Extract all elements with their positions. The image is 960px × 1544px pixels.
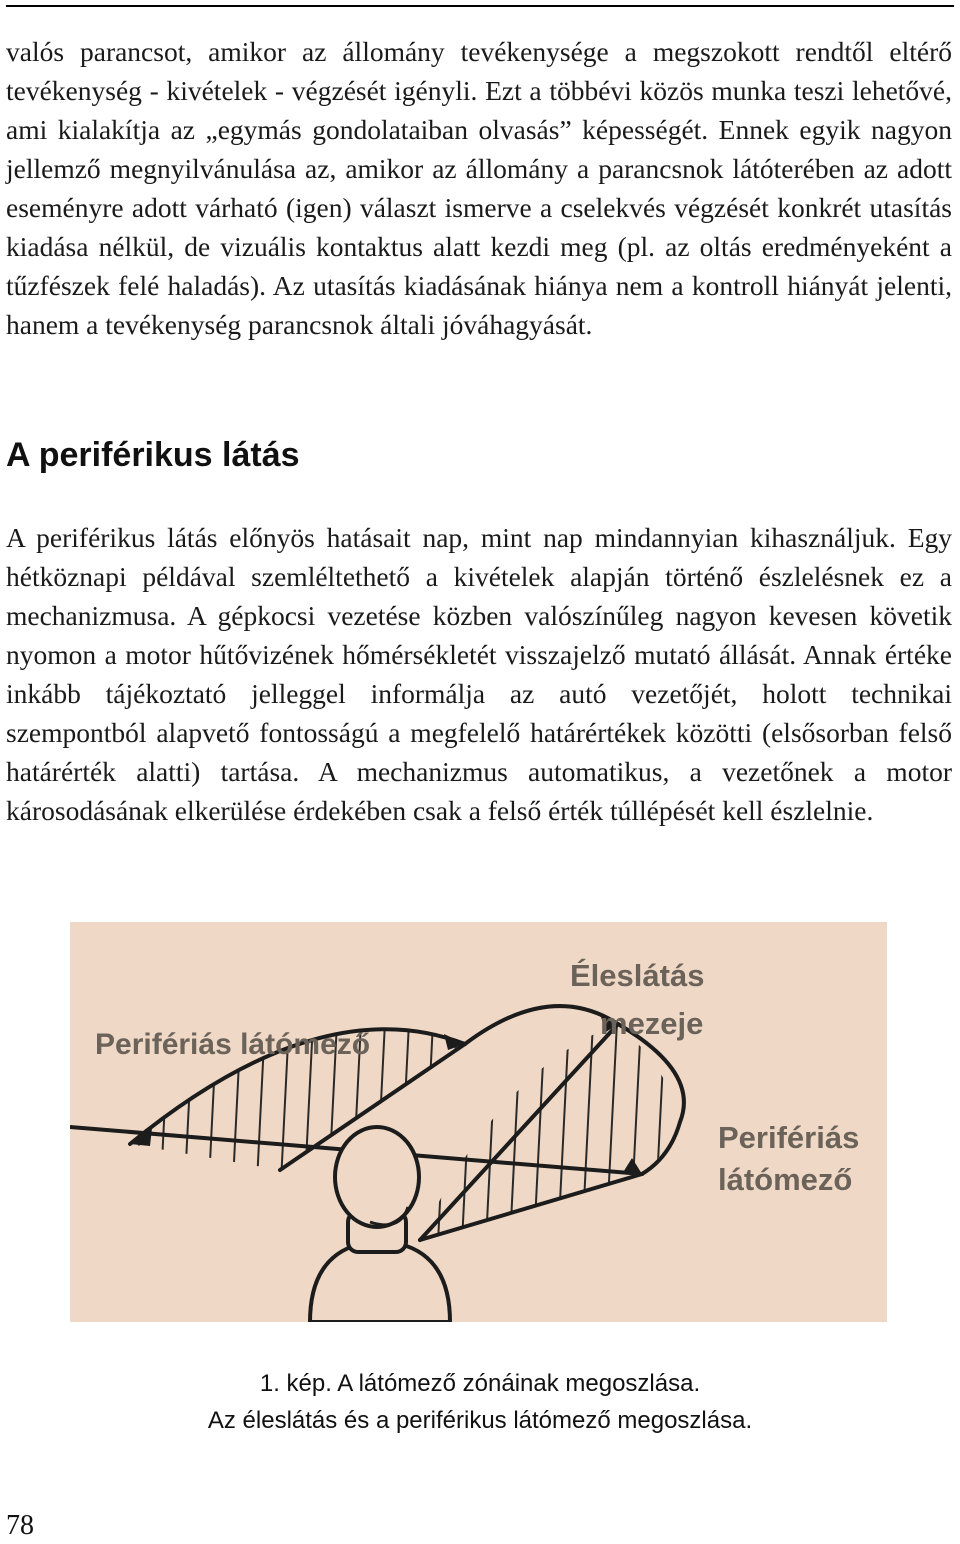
figure-caption-line-1: 1. kép. A látómező zónáinak megoszlása. — [259, 1370, 701, 1397]
figure-label-center-1: Éleslátás — [570, 958, 705, 993]
body-paragraph-1: valós parancsot, amikor az állomány tevékenysége a megszokott rendtől eltérő tevékenység - kivételek - végzését igényli. Ezt a többévi közös munka teszi lehetővé, ami kialakítja az „egymás gondolataiban olvasás” képességét. Ennek egyik nagyon jellemző megnyilvánulása az, amikor az állomány a parancsnok látóterében az adott eseményre adott várható (igen) választ ismerve a cselekvés végzését konkrét utasítás kiadása nélkül, de vizuális kontaktus alatt kezdi meg (pl. az oltás eredményeként a tűzfészek felé haladás). Az utasítás kiadásának hiánya nem a kontroll hiányát jelenti, hanem a tevékenység parancsnok általi jóváhagyását. — [6, 36, 952, 340]
visual-field-figure — [70, 922, 887, 1322]
top-rule — [6, 5, 954, 7]
visual-field-illustration — [70, 922, 887, 1322]
page-number: 78 — [6, 1510, 34, 1541]
body-paragraph-2: A periférikus látás előnyös hatásait nap, mint nap mindannyian kihasználjuk. Egy hétköznapi példával szemléltethető a kivételek alapján történő észlelésnek ez a mechanizmusa. A gépkocsi vezetése közben valószínűleg nagyon kevesen követik nyomon a motor hűtővizének hőmérsékletét visszajelző mutató állását. Annak értéke inkább tájékoztató jelleggel informálja az autó vezetőjét, holott technikai szempontból alapvető fontosságú a megfelelő határértékek közötti (elsősorban felső határérték alatti) tartása. A mechanizmus automatikus, a vezetőnek a motor károsodásának elkerülése érdekében csak a felső érték túllépését kell észlelnie. — [6, 522, 952, 826]
figure-label-center-2: mezeje — [600, 1006, 704, 1041]
figure-label-right-1: Perifériás — [718, 1120, 860, 1155]
section-heading: A periférikus látás — [6, 436, 300, 474]
figure-label-right-2: látómező — [718, 1162, 853, 1197]
figure-caption-line-2: Az éleslátás és a periférikus látómező megoszlása. — [207, 1407, 753, 1434]
figure-label-left: Perifériás látómező — [95, 1028, 371, 1061]
